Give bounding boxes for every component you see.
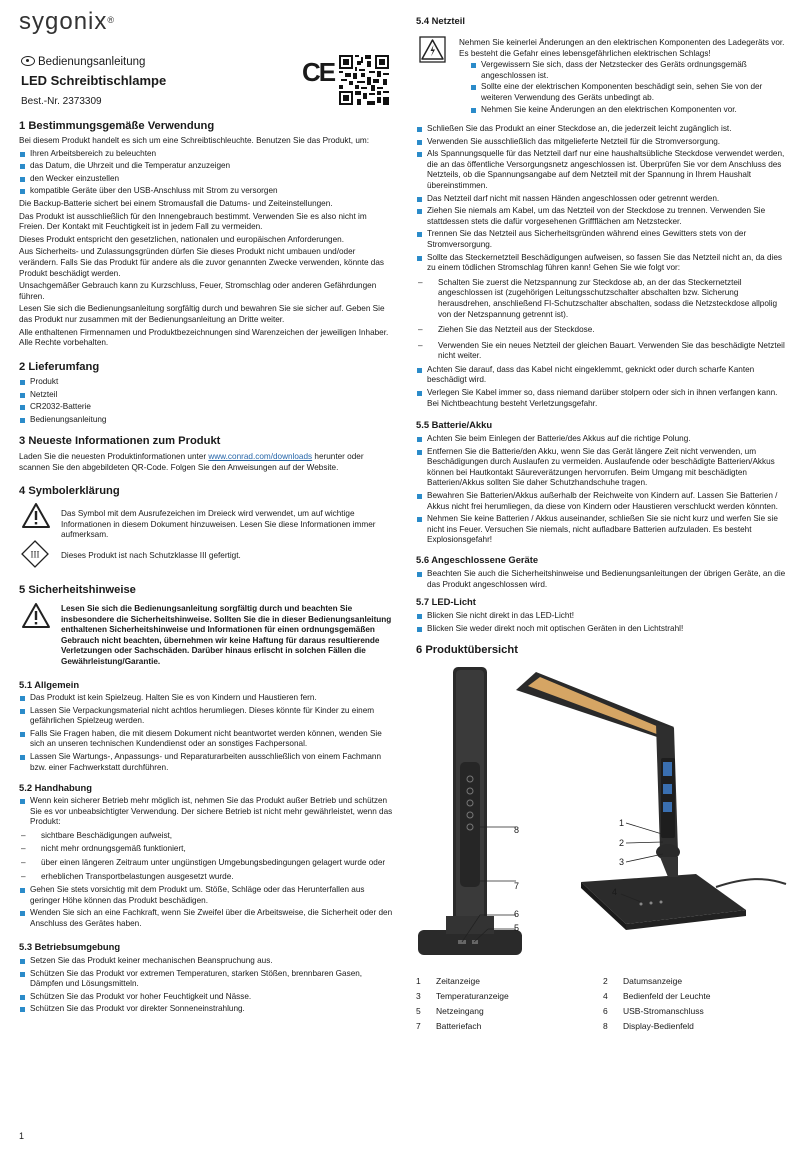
legend-num: 2: [603, 976, 608, 986]
s2-list: [19, 377, 393, 425]
section-4-heading: 4 Symbolerklärung: [19, 485, 120, 497]
s54-body: [416, 124, 790, 409]
s3-text-before: Laden Sie die neuesten Produktinformationen unter: [19, 452, 209, 461]
list-item: Wenn kein sicherer Betrieb mehr möglich ist, nehmen Sie das Produkt außer Betrieb und schützen Sie es vor unbeabsichtigter Verwendung. Der sichere Betrieb ist nicht mehr gewährleistet, wenn das Produkt:: [19, 796, 393, 828]
section-5-2-heading: 5.2 Handhabung: [19, 782, 92, 793]
section-5-7-heading: 5.7 LED-Licht: [416, 596, 476, 607]
list-item: Achten Sie beim Einlegen der Batterie/des Akkus auf die richtige Polung.: [416, 434, 790, 445]
s1-p7: Alle enthaltenen Firmennamen und Produktbezeichnungen sind Warenzeichen der jeweiligen Inhaber. Alle Rechte vorbehalten.: [19, 327, 389, 348]
list-item: Blicken Sie weder direkt noch mit optischen Geräten in den Lichtstrahl!: [416, 624, 790, 635]
s55-list: [416, 434, 790, 546]
list-item: Lassen Sie Wartungs-, Anpassungs- und Reparaturarbeiten ausschließlich von einem Fachmann bzw. einer Fachwerkstatt durchführen.: [19, 752, 393, 773]
legend-label: USB-Stromanschluss: [623, 1006, 704, 1016]
class3-symbol: III: [30, 549, 40, 560]
s1-intro: Bei diesem Produkt handelt es sich um eine Schreibtischleuchte. Benutzen Sie das Produkt, um:: [19, 136, 369, 145]
manual-label-row: [21, 55, 145, 68]
list-item: Schließen Sie das Produkt an einer Steckdose an, die jederzeit leicht zugänglich ist.: [416, 124, 790, 135]
list-item: – Ziehen Sie das Netzteil aus der Steckdose.: [416, 325, 790, 336]
legend-num: 7: [416, 1021, 421, 1031]
list-item: Das Produkt ist kein Spielzeug. Halten Sie es von Kindern und Haustieren fern.: [19, 693, 393, 704]
product-title: LED Schreibtischlampe: [21, 73, 167, 88]
section-5-1-heading: 5.1 Allgemein: [19, 679, 80, 690]
list-item: Lassen Sie Verpackungsmaterial nicht achtlos herumliegen. Dieses könnte für Kinder zu einem gefährlichen Spielzeug werden.: [19, 706, 393, 727]
list-item: Als Spannungsquelle für das Netzteil darf nur eine haushaltsübliche Steckdose verwendet werden, die an das öffentliche Versorgungsnetz angeschlossen ist. Überprüfen Sie vor dem Anschluss des Netzteils, ob die Spannungsangabe auf dem Netzteil mit der Spannung in Ihrem Haushalt übereinstimmen.: [416, 149, 790, 191]
legend-label: Netzeingang: [436, 1006, 484, 1016]
s1-p2: Das Produkt ist ausschließlich für den Innengebrauch bestimmt. Verwenden Sie es also nicht im Freien. Der Kontakt mit Feuchtigkeit ist in jedem Fall zu vermeiden.: [19, 211, 367, 232]
s52-list: [19, 796, 393, 828]
list-item: Ziehen Sie niemals am Kabel, um das Netzteil von der Steckdose zu trennen. Verwenden Sie stattdessen stets die dafür vorgesehenen Griffflächen am Netzstecker.: [416, 206, 790, 227]
eye-icon: [21, 56, 35, 66]
s3-body: [19, 452, 393, 473]
list-item: den Wecker einzustellen: [19, 174, 393, 185]
list-item: Verlegen Sie Kabel immer so, dass niemand darüber stolpern oder sich in ihnen verfangen kann. Bei Nichtbeachtung besteht Verletzungsgefahr.: [416, 388, 790, 409]
s1-p4: Aus Sicherheits- und Zulassungsgründen dürfen Sie dieses Produkt nicht umbauen und/oder verändern. Falls Sie das Produkt für andere als die zuvor genannten Zwecke verwenden, könnte das Produkt beschädigt werden.: [19, 247, 385, 278]
list-item: Verwenden Sie ausschließlich das mitgelieferte Netzteil für die Stromversorgung.: [416, 137, 790, 148]
list-item: das Datum, die Uhrzeit und die Temperatur anzuzeigen: [19, 161, 393, 172]
registered-mark: ®: [107, 15, 116, 25]
legend-num: 1: [416, 976, 421, 986]
section-5-4-heading: 5.4 Netzteil: [416, 15, 465, 26]
list-item: kompatible Geräte über den USB-Anschluss mit Strom zu versorgen: [19, 186, 393, 197]
brand-logo: [19, 8, 116, 35]
section-3-heading: 3 Neueste Informationen zum Produkt: [19, 435, 221, 447]
list-item: Produkt: [19, 377, 393, 388]
legend-label: Batteriefach: [436, 1021, 482, 1031]
callout-2: 2: [619, 838, 625, 848]
list-item: Entfernen Sie die Batterie/den Akku, wenn Sie das Gerät längere Zeit nicht verwenden, um Beschädigungen durch Auslaufen zu vermeiden. Auslaufende oder beschädigte Batterien/Akkus können bei Hautkontakt Säureverätzungen hervorrufen. Beim Umgang mit beschädigten Batterien/Akkus sollten Sie daher Schutzhandschuhe tragen.: [416, 447, 790, 489]
legend-label: Bedienfeld der Leuchte: [623, 991, 711, 1001]
callout-5: 5: [514, 923, 520, 933]
callout-3: 3: [619, 857, 625, 867]
s1-p5: Unsachgemäßer Gebrauch kann zu Kurzschluss, Feuer, Stromschlag oder anderen Gefährdungen führen.: [19, 281, 377, 301]
s51-list: [19, 693, 393, 773]
lamp-front-view: [418, 667, 522, 955]
callout-6: 6: [514, 909, 520, 919]
product-illustration: [416, 662, 790, 962]
list-item: Falls Sie Fragen haben, die mit diesem Dokument nicht beantwortet werden können, wenden Sie sich an unseren technischen Kundendienst oder an sonstiges Fachpersonal.: [19, 729, 393, 750]
s54-warning-box: [459, 38, 789, 115]
legend-label: Datumsanzeige: [623, 976, 683, 986]
legend-num: 6: [603, 1006, 608, 1016]
callout-4: 4: [612, 887, 618, 897]
list-item: Sollte eine der elektrischen Komponenten beschädigt sein, sehen Sie von der weiteren Verwendung des Geräts unbedingt ab.: [459, 82, 789, 103]
list-item: Wenden Sie sich an eine Fachkraft, wenn Sie Zweifel über die Arbeitsweise, die Sicherheit oder den Anschluss des Gerätes haben.: [19, 908, 393, 929]
section-6-heading: 6 Produktübersicht: [416, 644, 518, 656]
section-5-6-heading: 5.6 Angeschlossene Geräte: [416, 554, 539, 565]
list-item: – sichtbare Beschädigungen aufweist,: [19, 831, 393, 842]
s54-warn-list: [459, 60, 789, 115]
callout-8: 8: [514, 825, 520, 835]
list-item: Bewahren Sie Batterien/Akkus außerhalb der Reichweite von Kindern auf. Lassen Sie Batterien / Akkus nicht frei herumliegen, da diese von Kindern oder Haustieren verschluckt werden könnten.: [416, 491, 790, 512]
section-5-5-heading: 5.5 Batterie/Akku: [416, 419, 493, 430]
list-item: Nehmen Sie keine Änderungen an den elektrischen Komponenten vor.: [459, 105, 789, 116]
section-1-heading: 1 Bestimmungsgemäße Verwendung: [19, 120, 215, 132]
s56-list: [416, 569, 790, 590]
list-item: Netzteil: [19, 390, 393, 401]
list-item: Schützen Sie das Produkt vor extremen Temperaturen, starken Stößen, brennbaren Gasen, Dämpfen und Lösungsmitteln.: [19, 969, 393, 990]
list-item: Sollte das Steckernetzteil Beschädigungen aufweisen, so fassen Sie das Netzteil nicht an, da dies zu einem tödlichen Stromschlag führen kann! Gehen Sie wie folgt vor:: [416, 253, 790, 274]
callout-1: 1: [619, 818, 625, 828]
electric-shock-warning-icon: [419, 36, 446, 63]
list-item: – nicht mehr ordnungsgemäß funktioniert,: [19, 844, 393, 855]
manual-label: Bedienungsanleitung: [38, 56, 146, 68]
warning-triangle-icon: [21, 502, 51, 529]
s52-list-after: [19, 885, 393, 929]
s54-list: [416, 124, 790, 274]
legend-num: 4: [603, 991, 608, 1001]
ce-mark: CE: [302, 57, 335, 87]
s54-list-after: [416, 365, 790, 409]
page-number: 1: [19, 1131, 25, 1141]
list-item: Bedienungsanleitung: [19, 415, 393, 426]
legend-label: Display-Bedienfeld: [623, 1021, 694, 1031]
list-item: Nehmen Sie keine Batterien / Akkus auseinander, schließen Sie sie nicht kurz und werfen Sie sie nicht ins Feuer. Versuchen Sie niemals, nicht aufladbare Batterien aufzuladen. Es besteht Explosionsgefahr!: [416, 514, 790, 546]
list-item: – erheblichen Transportbelastungen ausgesetzt wurde.: [19, 872, 393, 883]
s4-class3-text: Dieses Produkt ist nach Schutzklasse III gefertigt.: [61, 551, 241, 560]
s1-list: [19, 149, 393, 197]
warning-triangle-icon: [21, 602, 51, 629]
lamp-side-view: [516, 672, 786, 930]
legend-num: 8: [603, 1021, 608, 1031]
section-2-heading: 2 Lieferumfang: [19, 361, 100, 373]
list-item: Blicken Sie nicht direkt in das LED-Licht!: [416, 611, 790, 622]
list-item: Das Netzteil darf nicht mit nassen Händen angeschlossen oder getrennt werden.: [416, 194, 790, 205]
list-item: CR2032-Batterie: [19, 402, 393, 413]
protection-class-3-icon: [21, 540, 49, 568]
section-1-body: [19, 136, 393, 349]
s3-text-after: herunter oder scannen Sie den abgebildeten QR-Code. Folgen Sie den Anweisungen auf der Website.: [19, 452, 364, 472]
downloads-link[interactable]: www.conrad.com/downloads: [208, 452, 313, 461]
qr-code: [339, 55, 389, 105]
legend-label: Zeitanzeige: [436, 976, 480, 986]
s57-list: [416, 611, 790, 634]
legend-num: 3: [416, 991, 421, 1001]
brand-name: sygonix: [19, 8, 108, 35]
s1-p1: Die Backup-Batterie sichert bei einem Stromausfall die Datums- und Zeiteinstellungen.: [19, 198, 333, 208]
list-item: Vergewissern Sie sich, dass der Netzstecker des Geräts ordnungsgemäß angeschlossen ist.: [459, 60, 789, 81]
s54-dash-list: [416, 278, 790, 362]
order-number: Best.-Nr. 2373309: [21, 96, 102, 107]
s5-intro: Lesen Sie sich die Bedienungsanleitung sorgfältig durch und beachten Sie insbesondere die Sicherheitshinweise. Sollten Sie die in dieser Bedienungsanleitung enthaltenen Sicherheitshinweise und Informationen für einen ordnungsgemäßen Gebrauch nicht beachten, übernehmen wir keine Haftung für daraus resultierende Verletzungen oder Sachschäden. Darüber hinaus erlischt in solchen Fällen die Gewährleistung/Garantie.: [61, 604, 392, 666]
list-item: Gehen Sie stets vorsichtig mit dem Produkt um. Stöße, Schläge oder das Herunterfallen aus geringer Höhe können das Produkt beschädigen.: [19, 885, 393, 906]
callout-7: 7: [514, 881, 520, 891]
s4-warning-text: Das Symbol mit dem Ausrufezeichen im Dreieck wird verwendet, um auf wichtige Informationen in diesem Dokument hinzuweisen. Lesen Sie diese Informationen immer aufmerksam.: [61, 509, 376, 540]
section-5-3-heading: 5.3 Betriebsumgebung: [19, 941, 121, 952]
list-item: – Verwenden Sie ein neues Netzteil der gleichen Bauart. Verwenden Sie das beschädigte Netzteil nicht weiter.: [416, 341, 790, 362]
list-item: Beachten Sie auch die Sicherheitshinweise und Bedienungsanleitungen der übrigen Geräte, an die das Produkt angeschlossen wird.: [416, 569, 790, 590]
s1-p6: Lesen Sie sich die Bedienungsanleitung sorgfältig durch und bewahren Sie sie sicher auf. Geben Sie das Produkt nur zusammen mit der Bedienungsanleitung an Dritte weiter.: [19, 304, 385, 324]
s54-warn-intro: Nehmen Sie keinerlei Änderungen an den elektrischen Komponenten des Ladegeräts vor. Es besteht die Gefahr eines lebensgefährlichen elektrischen Schlags!: [459, 38, 785, 58]
list-item: – über einen längeren Zeitraum unter ungünstigen Umgebungsbedingungen gelagert wurde oder: [19, 858, 393, 869]
list-item: Schützen Sie das Produkt vor direkter Sonneneinstrahlung.: [19, 1004, 393, 1015]
list-item: Trennen Sie das Netzteil aus Sicherheitsgründen während eines Gewitters stets von der Stromversorgung.: [416, 229, 790, 250]
legend-label: Temperaturanzeige: [436, 991, 509, 1001]
s53-list: [19, 956, 393, 1015]
list-item: Schützen Sie das Produkt vor hoher Feuchtigkeit und Nässe.: [19, 992, 393, 1003]
list-item: Achten Sie darauf, dass das Kabel nicht eingeklemmt, geknickt oder durch scharfe Kanten beschädigt wird.: [416, 365, 790, 386]
s1-p3: Dieses Produkt entspricht den gesetzlichen, nationalen und europäischen Anforderungen.: [19, 234, 344, 244]
legend-num: 5: [416, 1006, 421, 1016]
list-item: Ihren Arbeitsbereich zu beleuchten: [19, 149, 393, 160]
s52-body: [19, 796, 393, 930]
section-5-heading: 5 Sicherheitshinweise: [19, 584, 136, 596]
list-item: – Schalten Sie zuerst die Netzspannung zur Steckdose ab, an der das Steckernetzteil angeschlossen ist (zugehörigen Leitungsschutzschalter abschalten bzw. Sicherung herausdrehen, anschließend FI-Schutzschalter abschalten, sodass die Netzsteckdose allpolig von der Netzspannung getrennt ist).: [416, 278, 790, 320]
s52-dash-list: [19, 831, 393, 882]
list-item: Setzen Sie das Produkt keiner mechanischen Beanspruchung aus.: [19, 956, 393, 967]
